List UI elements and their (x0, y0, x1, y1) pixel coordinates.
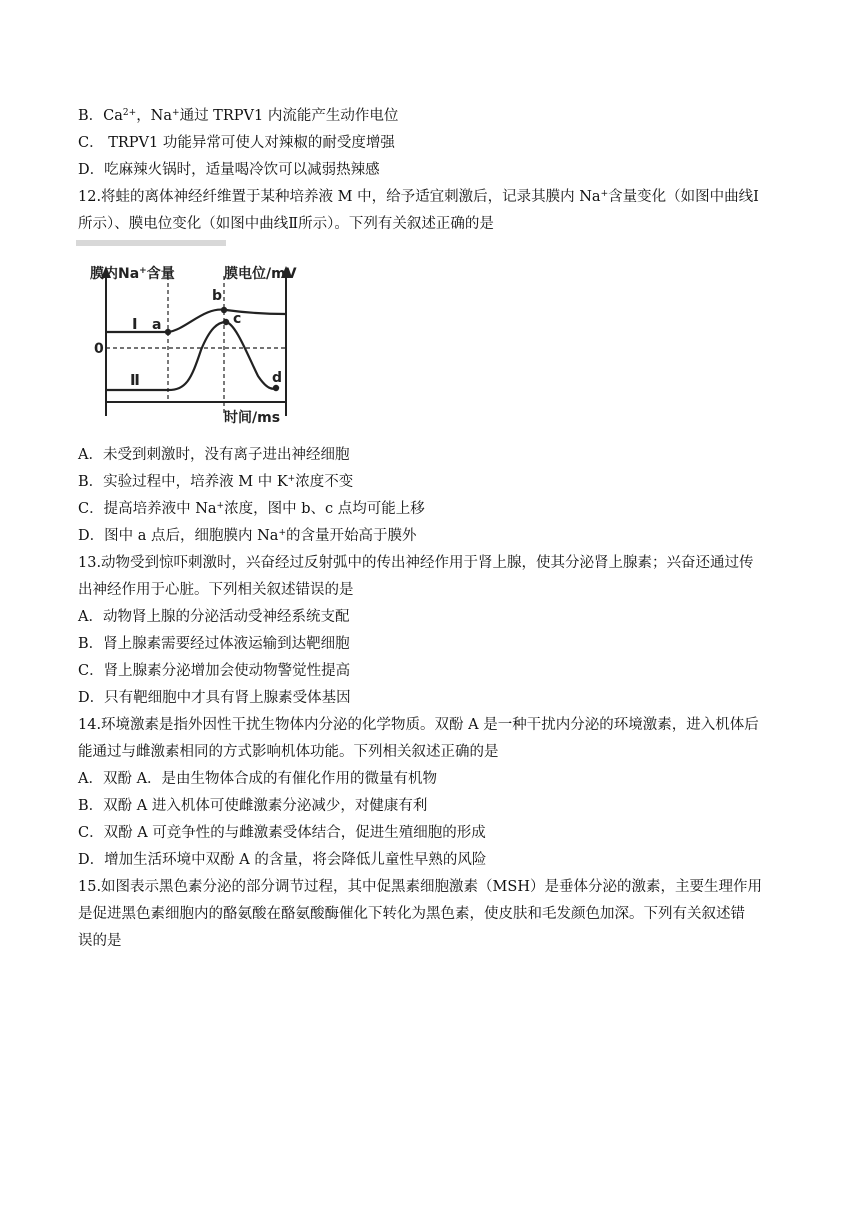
q14-stem-line-2: 能通过与雌激素相同的方式影响机体功能。下列相关叙述正确的是 (78, 744, 499, 760)
q11-option-c: C． TRPV1 功能异常可使人对辣椒的耐受度增强 (78, 135, 395, 151)
q12-option-b-text: B．实验过程中，培养液 M 中 K (78, 474, 288, 490)
q12-option-b (78, 472, 353, 492)
q15-stem-line-3: 误的是 (78, 933, 122, 949)
q14-stem-line-1: 14.环境激素是指外因性干扰生物体内分泌的化学物质。双酚 A 是一种干扰内分泌的环境激素，进入机体后 (78, 717, 759, 733)
point-c-label: c (233, 311, 242, 327)
q12-stem-line-1 (78, 187, 759, 207)
superscript: + (172, 108, 180, 118)
q11-option-b-text: 通过 TRPV1 内流能产生动作电位 (179, 108, 399, 124)
q12-figure-graph (76, 240, 316, 430)
zero-label: 0 (94, 341, 104, 357)
point-c-marker (223, 319, 229, 325)
q13-stem-line-1: 13.动物受到惊吓刺激时，兴奋经过反射弧中的传出神经作用于肾上腺，使其分泌肾上腺素；兴奋还通过传 (78, 555, 754, 571)
superscript: + (278, 528, 286, 538)
superscript: + (600, 189, 609, 199)
superscript: + (216, 501, 225, 511)
cropped-text-remnant (76, 240, 226, 246)
q12-figure (76, 240, 316, 430)
q13-stem-line-2: 出神经作用于心脏。下列相关叙述错误的是 (78, 582, 354, 598)
superscript: 2+ (122, 108, 137, 118)
q12-option-b-text: 浓度不变 (295, 474, 354, 490)
q13-option-a: A．动物肾上腺的分泌活动受神经系统支配 (78, 609, 350, 625)
right-axis-label: 膜电位/mV (224, 266, 297, 282)
q11-option-d: D．吃麻辣火锅时，适量喝冷饮可以减弱热辣感 (78, 162, 380, 178)
q13-option-c: C．肾上腺素分泌增加会使动物警觉性提高 (78, 663, 351, 679)
q14-option-c: C．双酚 A 可竞争性的与雌激素受体结合，促进生殖细胞的形成 (78, 825, 486, 841)
q12-option-c-text: C．提高培养液中 Na (78, 501, 217, 517)
point-a-label: a (152, 317, 162, 333)
q13-option-b: B．肾上腺素需要经过体液运输到达靶细胞 (78, 636, 350, 652)
q11-option-b-text: ，Na (136, 108, 173, 124)
q12-stem-text: 含量变化（如图中曲线Ⅰ (608, 189, 759, 205)
q14-option-a: A．双酚 A．是由生物体合成的有催化作用的微量有机物 (78, 771, 438, 787)
q12-option-a: A．未受到刺激时，没有离子进出神经细胞 (78, 447, 350, 463)
superscript: + (287, 474, 296, 484)
q12-option-c (78, 499, 425, 519)
q11-option-b-text: B．Ca (78, 108, 123, 124)
x-axis-label: 时间/ms (224, 410, 281, 426)
q12-option-c-text: 浓度，图中 b、c 点均可能上移 (224, 501, 425, 517)
point-b-marker (221, 307, 227, 313)
curve-i-label: Ⅰ (132, 315, 138, 333)
q15-stem-line-2: 是促进黑色素细胞内的酪氨酸在酪氨酸酶催化下转化为黑色素，使皮肤和毛发颜色加深。下列有关叙述错 (78, 906, 745, 922)
q14-option-d: D．增加生活环境中双酚 A 的含量，将会降低儿童性早熟的风险 (78, 852, 487, 868)
q12-stem-text: 12.将蛙的离体神经纤维置于某种培养液 M 中，给予适宜刺激后，记录其膜内 Na (78, 189, 601, 205)
q12-option-d (78, 526, 416, 546)
q13-option-d: D．只有靶细胞中才具有肾上腺素受体基因 (78, 690, 351, 706)
left-axis-label: 膜内Na+含量 (90, 266, 175, 282)
point-d-label: d (272, 370, 283, 386)
point-b-label: b (212, 288, 223, 304)
point-a-marker (165, 329, 171, 335)
q11-option-b (78, 106, 398, 126)
q12-option-d-text: D．图中 a 点后，细胞膜内 Na (78, 528, 279, 544)
curve-ii-label: Ⅱ (130, 371, 140, 389)
q14-option-b: B．双酚 A 进入机体可使雌激素分泌减少，对健康有利 (78, 798, 428, 814)
q12-option-d-text: 的含量开始高于膜外 (285, 528, 417, 544)
q12-stem-line-2: 所示）、膜电位变化（如图中曲线Ⅱ所示）。下列有关叙述正确的是 (78, 216, 494, 232)
q15-stem-line-1: 15.如图表示黑色素分泌的部分调节过程，其中促黑素细胞激素（MSH）是垂体分泌的激素，主要生理作用 (78, 879, 762, 895)
